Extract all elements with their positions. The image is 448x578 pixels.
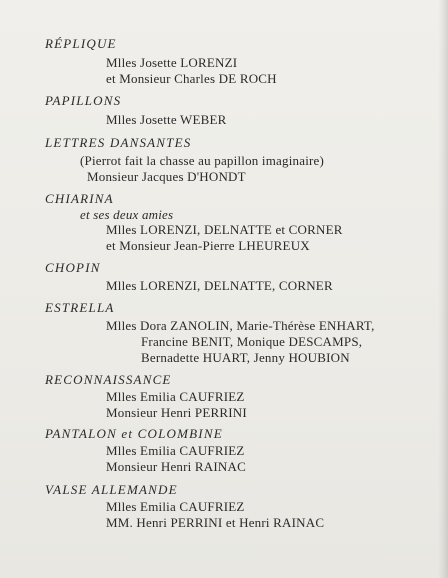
performer-line: Bernadette HUART, Jenny HOUBION bbox=[141, 350, 350, 365]
page-edge-shadow bbox=[438, 0, 448, 578]
performer-line: Francine BENIT, Monique DESCAMPS, bbox=[141, 334, 363, 349]
performer-line: Mlles LORENZI, DELNATTE et CORNER bbox=[106, 222, 343, 237]
performer-line: Mlles Dora ZANOLIN, Marie-Thérèse ENHART, bbox=[106, 318, 375, 333]
performer-line: Mlles Emilia CAUFRIEZ bbox=[106, 499, 245, 514]
performer-line: Mlles Josette LORENZI bbox=[106, 55, 238, 70]
performer-line: MM. Henri PERRINI et Henri RAINAC bbox=[106, 515, 325, 530]
section-title-lettres-dansantes: LETTRES DANSANTES bbox=[45, 135, 192, 150]
performer-line: et Monsieur Charles DE ROCH bbox=[106, 71, 277, 86]
performer-line: et Monsieur Jean-Pierre LHEUREUX bbox=[106, 238, 310, 253]
performer-line: Monsieur Henri RAINAC bbox=[106, 459, 246, 474]
section-title-replique: RÉPLIQUE bbox=[45, 36, 117, 51]
section-title-chiarina: CHIARINA bbox=[45, 191, 114, 206]
section-title-chopin: CHOPIN bbox=[45, 260, 101, 275]
section-subtitle: et ses deux amies bbox=[80, 207, 174, 222]
section-title-valse-allemande: VALSE ALLEMANDE bbox=[45, 482, 178, 497]
performer-line: Mlles LORENZI, DELNATTE, CORNER bbox=[106, 278, 333, 293]
section-title-pantalon-colombine: PANTALON et COLOMBINE bbox=[45, 426, 223, 441]
section-note: (Pierrot fait la chasse au papillon imaginaire) bbox=[80, 153, 325, 168]
performer-line: Mlles Josette WEBER bbox=[106, 112, 227, 127]
section-title-reconnaissance: RECONNAISSANCE bbox=[45, 372, 172, 387]
performer-line: Mlles Emilia CAUFRIEZ bbox=[106, 389, 245, 404]
performer-line: Monsieur Henri PERRINI bbox=[106, 405, 247, 420]
section-title-estrella: ESTRELLA bbox=[45, 300, 115, 315]
section-title-papillons: PAPILLONS bbox=[45, 93, 122, 108]
performer-line: Mlles Emilia CAUFRIEZ bbox=[106, 443, 245, 458]
performer-line: Monsieur Jacques D'HONDT bbox=[87, 169, 246, 184]
